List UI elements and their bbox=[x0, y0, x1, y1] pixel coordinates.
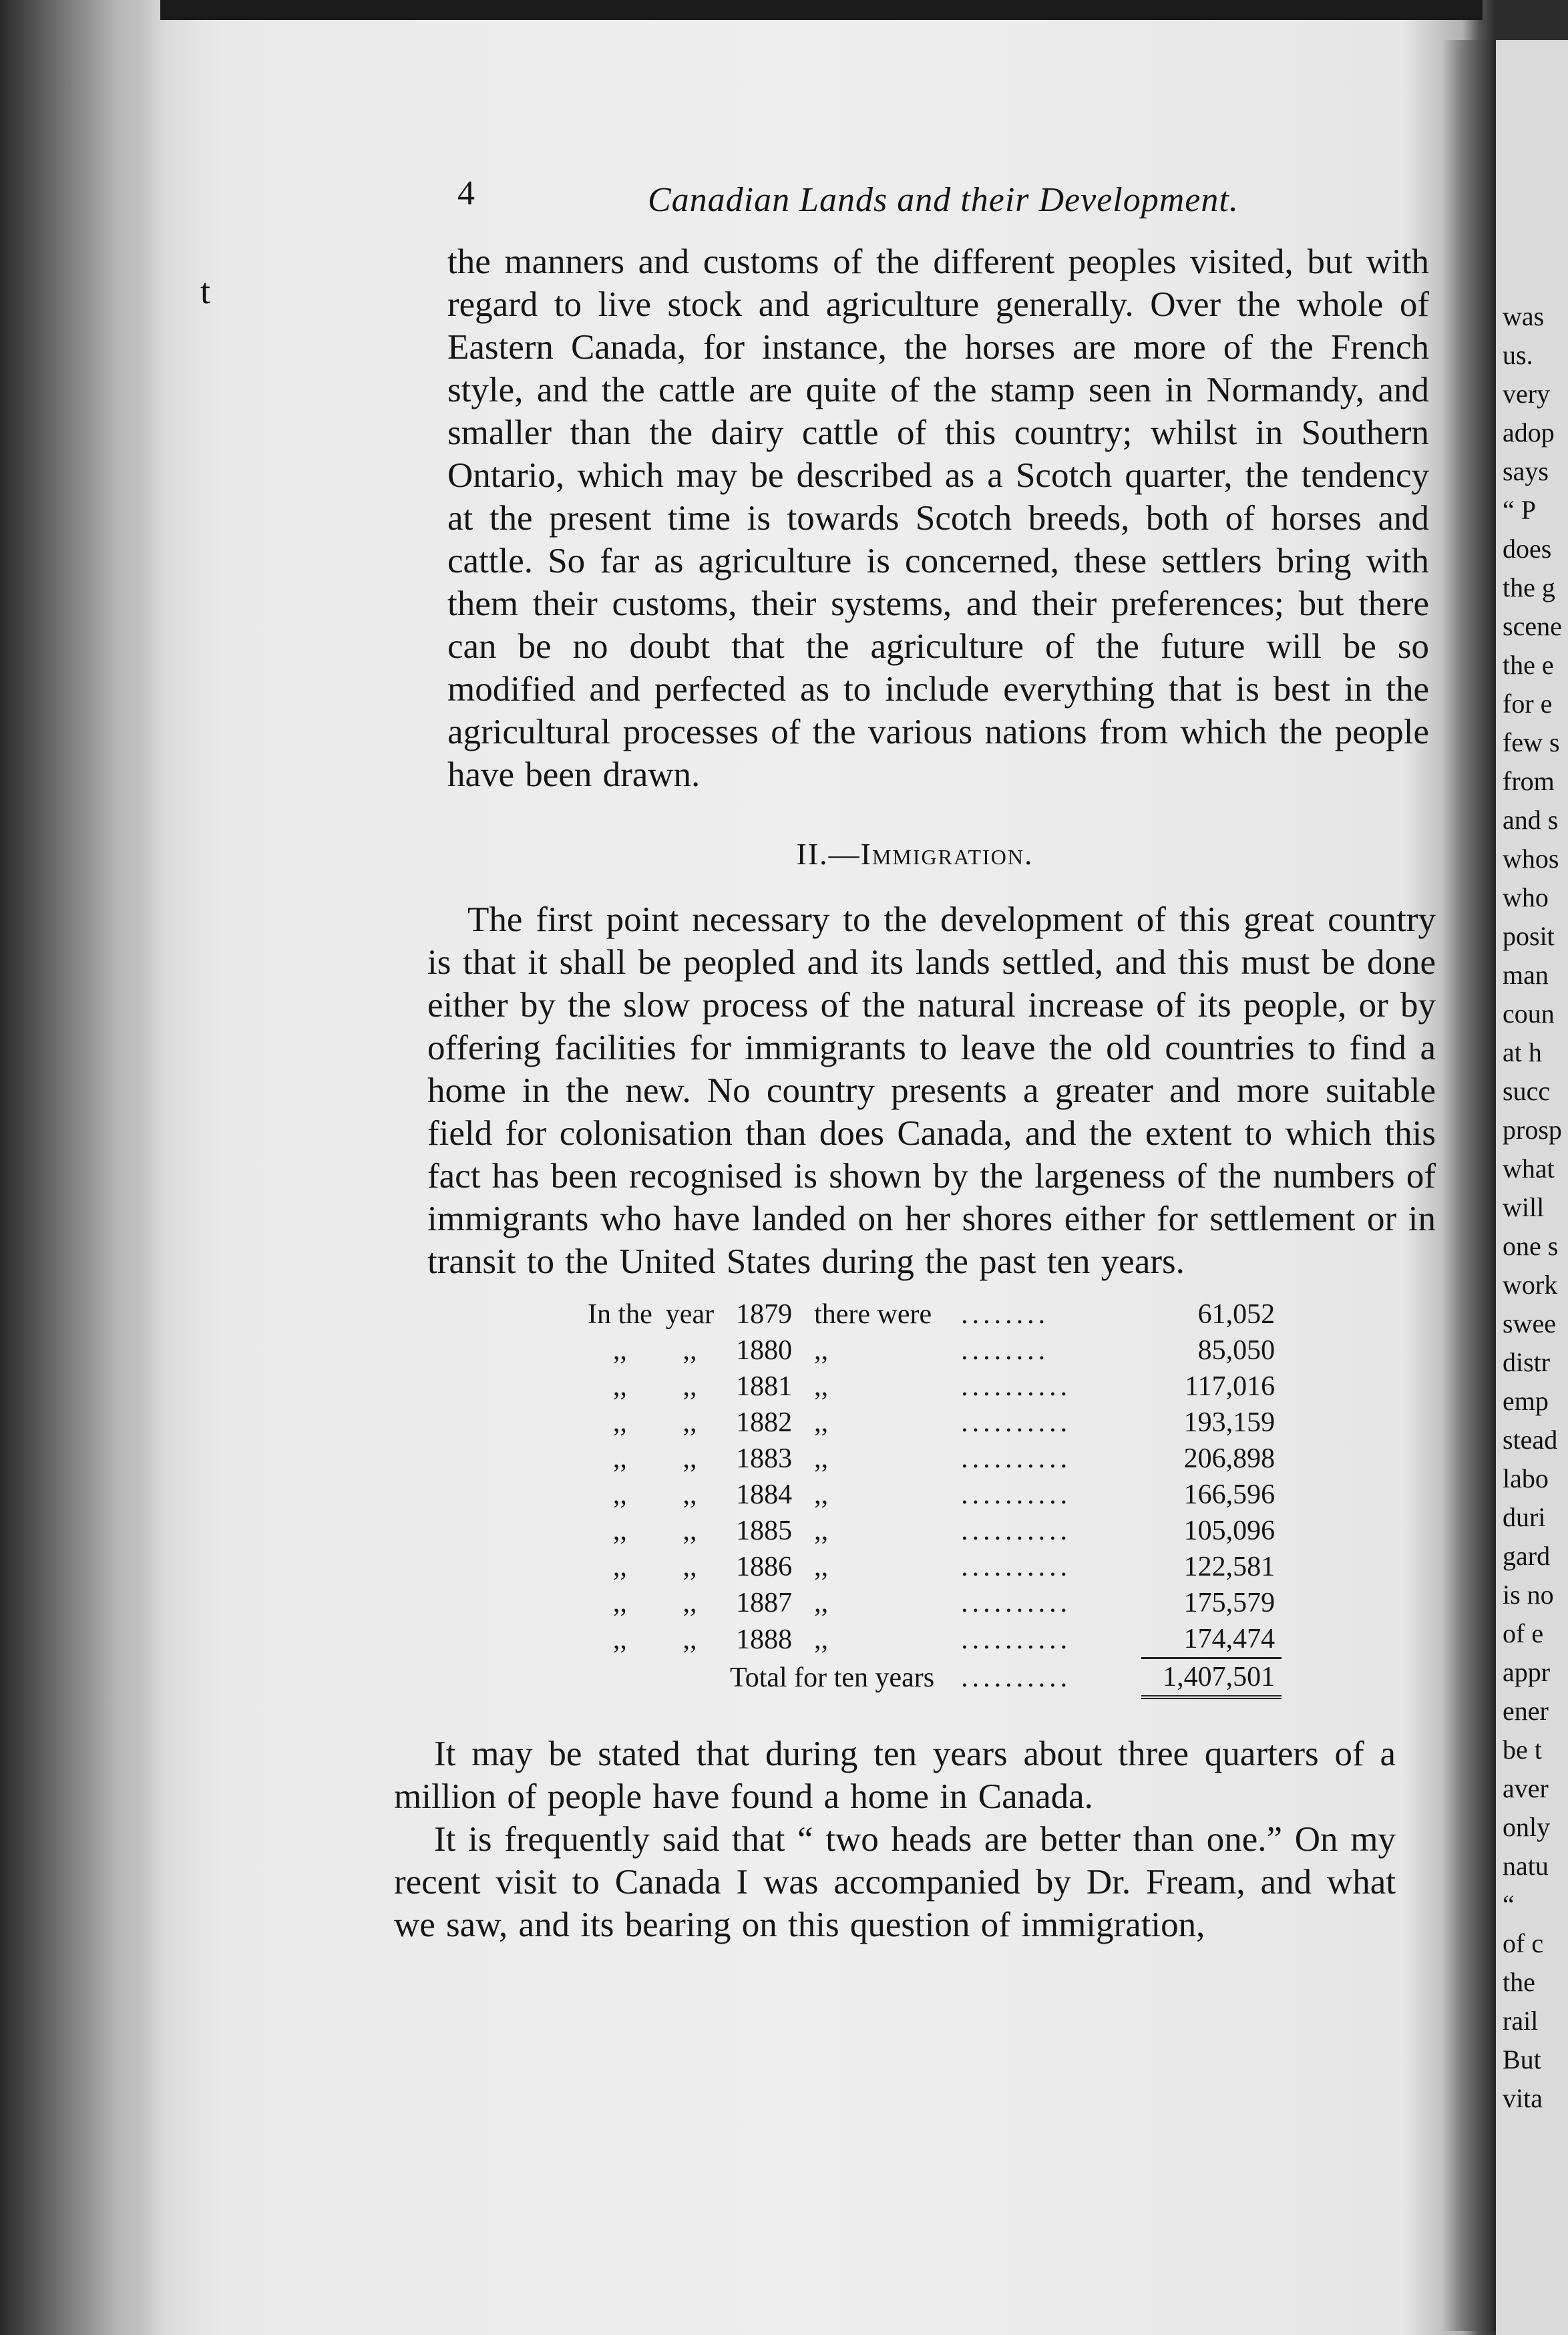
verb-cell: ,, bbox=[814, 1407, 829, 1438]
binding-gutter bbox=[1442, 40, 1496, 2331]
table-row bbox=[581, 1513, 1282, 1549]
year-cell: 1882 bbox=[736, 1407, 793, 1438]
next-page-fragment: for e bbox=[1503, 689, 1553, 719]
verb-cell: there were bbox=[814, 1299, 932, 1330]
section-heading: II.—Immigration. bbox=[796, 837, 1034, 871]
table-row bbox=[581, 1441, 1282, 1477]
next-page-fragment: swee bbox=[1503, 1308, 1556, 1338]
year-cell: 1885 bbox=[736, 1515, 793, 1546]
value-cell: 174,474 bbox=[1183, 1624, 1276, 1654]
next-page-fragment: “ P bbox=[1503, 495, 1536, 525]
year-cell: 1881 bbox=[736, 1371, 793, 1402]
leader-dots: .......... bbox=[961, 1479, 1072, 1510]
body-paragraph: the manners and customs of the different peoples visited, but with regard to live stock and agriculture generally. Over the whole of Eastern Canada, for instance, the horses are more of the French style, and the cattle are quite of the stamp seen in Normandy, and smaller than the dairy cattle of this country; whilst in Southern Ontario, which may be described as a Scotch quarter, the tendency at the present time is towards Scotch breeds, both of horses and cattle. So far as agriculture is concerned, these settlers bring with them their customs, their systems, and their preferences; but there can be no doubt that the agriculture of the future will be so modified and perfected as to include everything that is best in the agricultural processes of the various nations from which the people have been drawn. bbox=[447, 242, 1429, 794]
prefix-cell: ,, bbox=[682, 1371, 697, 1402]
verb-cell: ,, bbox=[814, 1335, 829, 1366]
next-page-fragment: adop bbox=[1503, 417, 1555, 447]
leader-dots: .......... bbox=[961, 1443, 1072, 1474]
prefix-cell: ,, bbox=[612, 1552, 627, 1582]
verb-cell: ,, bbox=[814, 1515, 829, 1546]
binding-shadow-left bbox=[0, 0, 167, 2335]
running-title: Canadian Lands and their Development. bbox=[648, 181, 1239, 219]
value-cell: 206,898 bbox=[1183, 1443, 1276, 1474]
value-cell: 105,096 bbox=[1183, 1515, 1276, 1546]
book-page bbox=[394, 160, 1436, 1946]
table-row bbox=[581, 1332, 1282, 1369]
prefix-cell: ,, bbox=[682, 1407, 697, 1438]
next-page-fragment: ener bbox=[1503, 1696, 1549, 1726]
next-page-fragment: from bbox=[1503, 766, 1555, 796]
body-paragraph: It may be stated that during ten years about three quarters of a million of people have found a home in Canada. bbox=[394, 1735, 1396, 1816]
verb-cell: ,, bbox=[814, 1624, 829, 1655]
next-page-fragment: coun bbox=[1503, 999, 1555, 1029]
next-page-fragment: says bbox=[1503, 456, 1549, 486]
prefix-cell: ,, bbox=[682, 1515, 697, 1546]
next-page-fragment: aver bbox=[1503, 1773, 1549, 1803]
next-page-fragment: be t bbox=[1503, 1735, 1542, 1765]
next-page-fragment: the e bbox=[1503, 650, 1554, 680]
next-page-fragment: distr bbox=[1503, 1347, 1551, 1377]
total-value: 1,407,501 bbox=[1141, 1658, 1282, 1698]
prefix-cell: ,, bbox=[682, 1624, 697, 1655]
year-cell: 1883 bbox=[736, 1443, 793, 1474]
next-page-fragment: man bbox=[1503, 960, 1549, 990]
verb-cell: ,, bbox=[814, 1371, 829, 1402]
next-page-fragment: the g bbox=[1503, 572, 1555, 602]
next-page-fragment: succ bbox=[1503, 1076, 1551, 1106]
next-page-fragment: “ bbox=[1503, 1890, 1515, 1920]
next-page-edge bbox=[1496, 40, 1568, 2335]
next-page-fragment: whos bbox=[1503, 844, 1559, 874]
next-page-fragment: of e bbox=[1503, 1618, 1544, 1648]
table-total-row bbox=[581, 1658, 1282, 1698]
year-cell: 1880 bbox=[736, 1335, 793, 1366]
next-page-fragment: who bbox=[1503, 882, 1549, 912]
next-page-fragment: scene bbox=[1503, 611, 1562, 641]
leader-dots: .......... bbox=[961, 1552, 1072, 1582]
table-row bbox=[581, 1369, 1282, 1405]
body-paragraph: The first point necessary to the development of this great country is that it shall be peopled and its lands settled, and this must be done either by the slow process of the natural increase of its people, or by offering facilities for immigrants to leave the old countries to find a home in the new. No country presents a greater and more suitable field for colonisation than does Canada, and the extent to which this fact has been recognised is shown by the largeness of the numbers of immigrants who have landed on her shores either for settlement or in transit to the United States during the past ten years. bbox=[427, 900, 1436, 1281]
next-page-fragment: duri bbox=[1503, 1502, 1546, 1532]
next-page-fragment: very bbox=[1503, 379, 1551, 409]
prefix-cell: ,, bbox=[612, 1407, 627, 1438]
immigration-table bbox=[581, 1296, 1282, 1699]
next-page-fragment: posit bbox=[1503, 921, 1555, 951]
next-page-fragment: few s bbox=[1503, 727, 1560, 757]
prefix-cell: ,, bbox=[682, 1443, 697, 1474]
year-cell: 1888 bbox=[736, 1624, 793, 1655]
verb-cell: ,, bbox=[814, 1588, 829, 1618]
leader-dots: .......... bbox=[961, 1624, 1072, 1655]
leader-dots: ........ bbox=[961, 1299, 1050, 1330]
year-cell: 1879 bbox=[736, 1299, 793, 1330]
table-row bbox=[581, 1621, 1282, 1658]
next-page-fragment: emp bbox=[1503, 1386, 1549, 1416]
next-page-fragment: and s bbox=[1503, 805, 1559, 835]
value-cell: 61,052 bbox=[1197, 1299, 1276, 1330]
next-page-fragment: work bbox=[1503, 1270, 1558, 1300]
prefix-cell: ,, bbox=[612, 1335, 627, 1366]
prefix-cell: ,, bbox=[612, 1515, 627, 1546]
value-cell: 193,159 bbox=[1183, 1407, 1276, 1438]
value-cell: 166,596 bbox=[1183, 1479, 1276, 1510]
top-edge bbox=[160, 0, 1483, 20]
leader-dots: .......... bbox=[961, 1588, 1072, 1618]
table-row bbox=[581, 1549, 1282, 1585]
next-page-fragment: gard bbox=[1503, 1541, 1551, 1571]
next-page-fragment: But bbox=[1503, 2044, 1541, 2075]
year-cell: 1887 bbox=[736, 1588, 793, 1618]
value-cell: 117,016 bbox=[1185, 1371, 1276, 1402]
year-cell: 1884 bbox=[736, 1479, 793, 1510]
prefix-cell: ,, bbox=[682, 1552, 697, 1582]
leader-dots: .......... bbox=[961, 1407, 1072, 1438]
prefix-cell: ,, bbox=[612, 1479, 627, 1510]
table-row bbox=[581, 1296, 1282, 1332]
next-page-fragment: is no bbox=[1503, 1580, 1554, 1610]
next-page-fragment: one s bbox=[1503, 1231, 1559, 1261]
running-head bbox=[394, 160, 1436, 227]
prefix-cell: ,, bbox=[612, 1588, 627, 1618]
total-label: Total for ten years bbox=[729, 1662, 935, 1693]
next-page-fragment: what bbox=[1503, 1153, 1555, 1184]
table-row bbox=[581, 1585, 1282, 1621]
verb-cell: ,, bbox=[814, 1552, 829, 1582]
leader-dots: .......... bbox=[961, 1662, 1072, 1693]
margin-mark: t bbox=[200, 271, 211, 311]
next-page-fragment: does bbox=[1503, 534, 1552, 564]
verb-cell: ,, bbox=[814, 1443, 829, 1474]
next-page-fragment: was bbox=[1503, 301, 1545, 331]
value-cell: 122,581 bbox=[1183, 1552, 1276, 1582]
next-page-fragment: labo bbox=[1503, 1463, 1549, 1493]
page-number: 4 bbox=[457, 174, 475, 212]
next-page-fragment: rail bbox=[1503, 2006, 1539, 2036]
year-cell: 1886 bbox=[736, 1552, 793, 1582]
prefix-cell: ,, bbox=[612, 1371, 627, 1402]
leader-dots: ........ bbox=[961, 1335, 1050, 1366]
prefix-cell: ,, bbox=[612, 1443, 627, 1474]
next-page-fragment: the bbox=[1503, 1967, 1535, 1997]
verb-cell: ,, bbox=[814, 1479, 829, 1510]
prefix-cell: ,, bbox=[612, 1624, 627, 1655]
value-cell: 85,050 bbox=[1197, 1335, 1276, 1366]
next-page-fragment: natu bbox=[1503, 1851, 1549, 1881]
next-page-fragment: prosp bbox=[1503, 1115, 1562, 1145]
next-page-fragment: will bbox=[1503, 1192, 1545, 1222]
prefix-cell: ,, bbox=[682, 1588, 697, 1618]
prefix-cell: ,, bbox=[682, 1335, 697, 1366]
leader-dots: .......... bbox=[961, 1515, 1072, 1546]
value-cell: 175,579 bbox=[1183, 1588, 1276, 1618]
next-page-fragment: at h bbox=[1503, 1037, 1542, 1067]
next-page-fragment: us. bbox=[1503, 340, 1533, 370]
next-page-fragment: stead bbox=[1503, 1425, 1558, 1455]
table-row bbox=[581, 1405, 1282, 1441]
prefix-cell: ,, bbox=[682, 1479, 697, 1510]
prefix-cell: In the bbox=[588, 1299, 652, 1330]
table-row bbox=[581, 1477, 1282, 1513]
leader-dots: .......... bbox=[961, 1371, 1072, 1402]
next-page-fragment: of c bbox=[1503, 1928, 1544, 1958]
prefix-cell: year bbox=[665, 1299, 715, 1330]
next-page-fragment: only bbox=[1503, 1812, 1551, 1842]
next-page-fragment: appr bbox=[1503, 1657, 1551, 1687]
next-page-fragment: vita bbox=[1503, 2083, 1543, 2113]
body-paragraph: It is frequently said that “ two heads are better than one.” On my recent visit to Canada I was accompanied by Dr. Fream, and what we saw, and its bearing on this question of immigration, bbox=[394, 1820, 1396, 1944]
